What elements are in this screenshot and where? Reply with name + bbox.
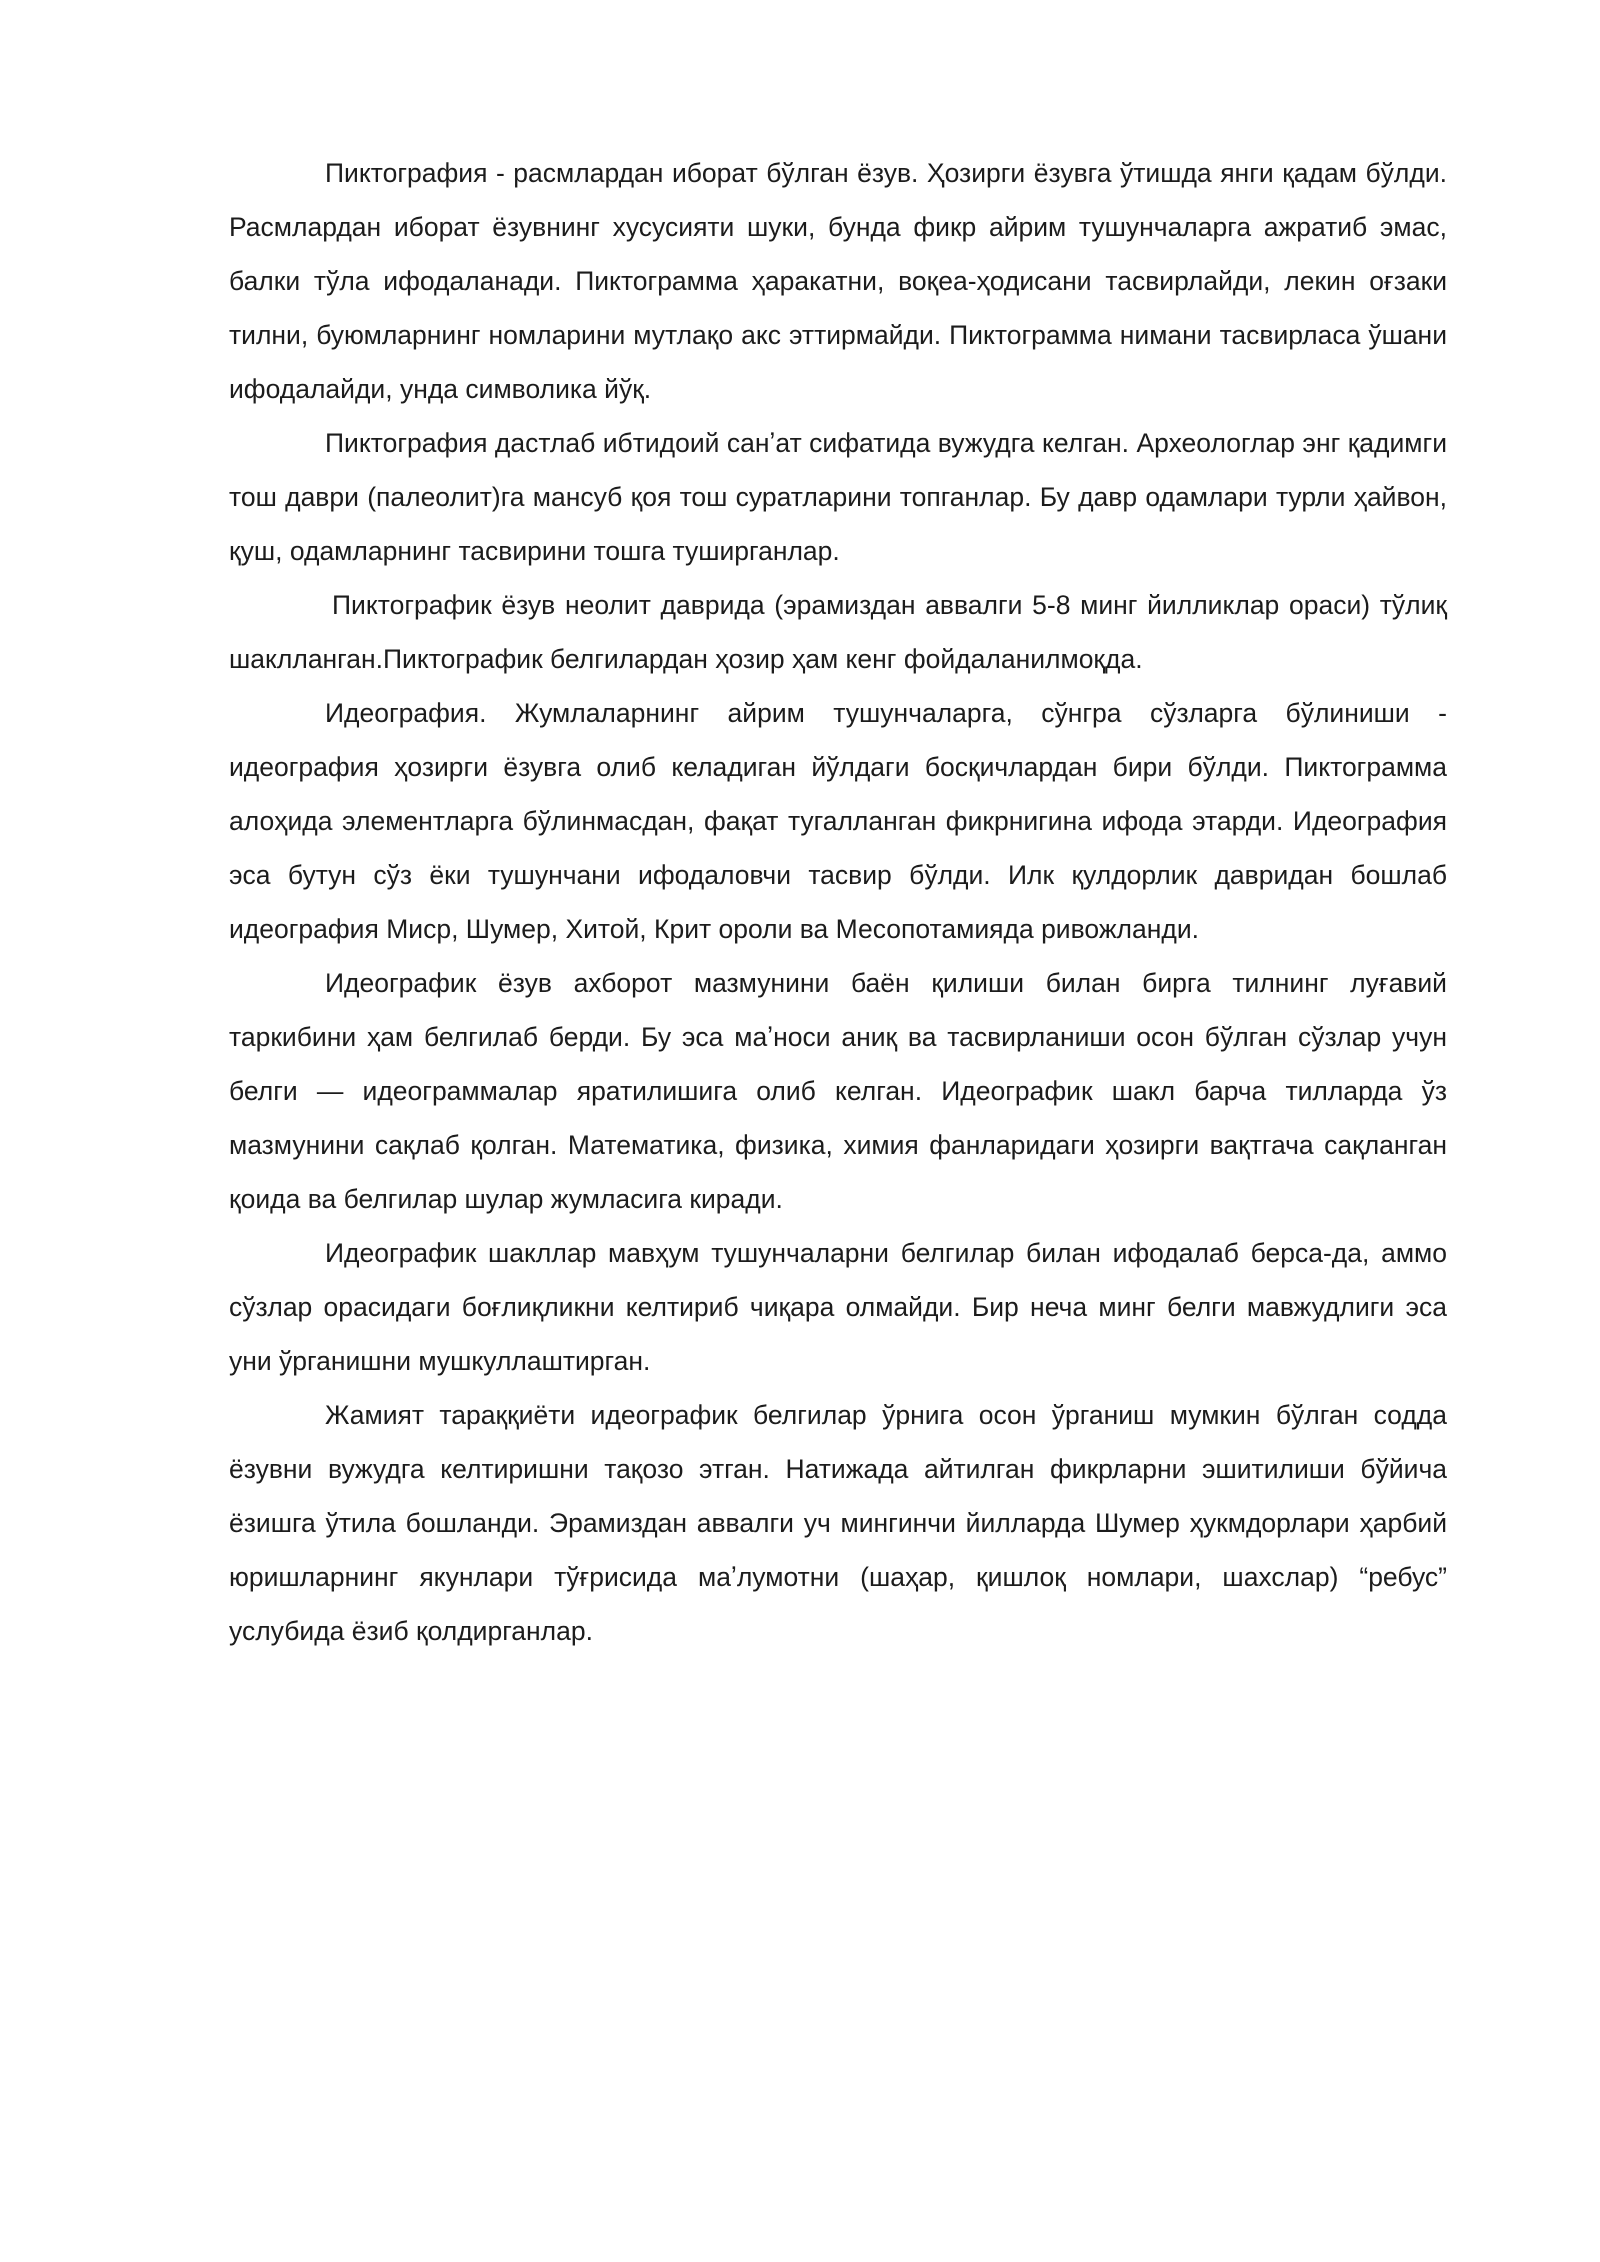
paragraph-ideographic-forms: Идеографик шакллар мавҳум тушунчаларни белгилар билан ифодалаб берса-да, аммо сўзлар орасидаги боғлиқликни келтириб чиқара олмайди. Бир неча минг белги мавжудлиги эса уни ўрганишни мушкуллаштирган. [229,1238,1447,1376]
paragraph-ideographic-writing: Идеографик ёзув ахборот мазмунини баён қилиши билан бирга тилнинг луғавий таркибини ҳам белгилаб берди. Бу эса маʼноси аниқ ва тасвирланиши осон бўлган сўзлар учун белги — идеограммалар яратилишига олиб келган. Идеографик шакл барча тилларда ўз мазмунини сақлаб қолган. Математика, физика, химия фанларидаги ҳозирги вақтгача сақланган қоида ва белгилар шулар жумласига киради. [229,968,1447,1214]
paragraph-pictography-origin: Пиктография дастлаб ибтидоий санʼат сифатида вужудга келган. Археологлар энг қадимги тош даври (палеолит)га мансуб қоя тош суратларини топганлар. Бу давр одамлари турли ҳайвон, қуш, одамларнинг тасвирини тошга туширганлар. [229,428,1447,566]
paragraph-pictography-definition: Пиктография - расмлардан иборат бўлган ёзув. Ҳозирги ёзувга ўтишда янги қадам бўлди. Расмлардан иборат ёзувнинг хусусияти шуки, бунда фикр айрим тушунчаларга ажратиб эмас, балки тўла ифодаланади. Пиктограмма ҳаракатни, воқеа-ҳодисани тасвирлайди, лекин оғзаки тилни, буюмларнинг номларини мутлақо акс эттирмайди. Пиктограмма нимани тасвирласа ўшани ифодалайди, унда символика йўқ. [229,158,1447,404]
document-body [229,146,1447,1658]
paragraph-society-progress: Жамият тараққиёти идеографик белгилар ўрнига осон ўрганиш мумкин бўлган содда ёзувни вужудга келтиришни тақозо этган. Натижада айтилган фикрларни эшитилиши бўйича ёзишга ўтила бошланди. Эрамиздан аввалги уч мингинчи йилларда Шумер ҳукмдорлари ҳарбий юришларнинг якунлари тўғрисида маʼлумотни (шаҳар, қишлоқ номлари, шахслар) “ребус” услубида ёзиб қолдирганлар. [229,1400,1447,1646]
paragraph-ideography-definition: Идеография. Жумлаларнинг айрим тушунчаларга, сўнгра сўзларга бўлиниши - идеография ҳозирги ёзувга олиб келадиган йўлдаги босқичлардан бири бўлди. Пиктограмма алоҳида элементларга бўлинмасдан, фақат тугалланган фикрнигина ифода этарди. Идеография эса бутун сўз ёки тушунчани ифодаловчи тасвир бўлди. Илк қулдорлик давридан бошлаб идеография Миср, Шумер, Хитой, Крит ороли ва Месопотамияда ривожланди. [229,698,1447,944]
paragraph-pictographic-neolithic: Пиктографик ёзув неолит даврида (эрамиздан аввалги 5-8 минг йилликлар ораси) тўлиқ шаклланган.Пиктографик белгилардан ҳозир ҳам кенг фойдаланилмоқда. [229,590,1447,674]
